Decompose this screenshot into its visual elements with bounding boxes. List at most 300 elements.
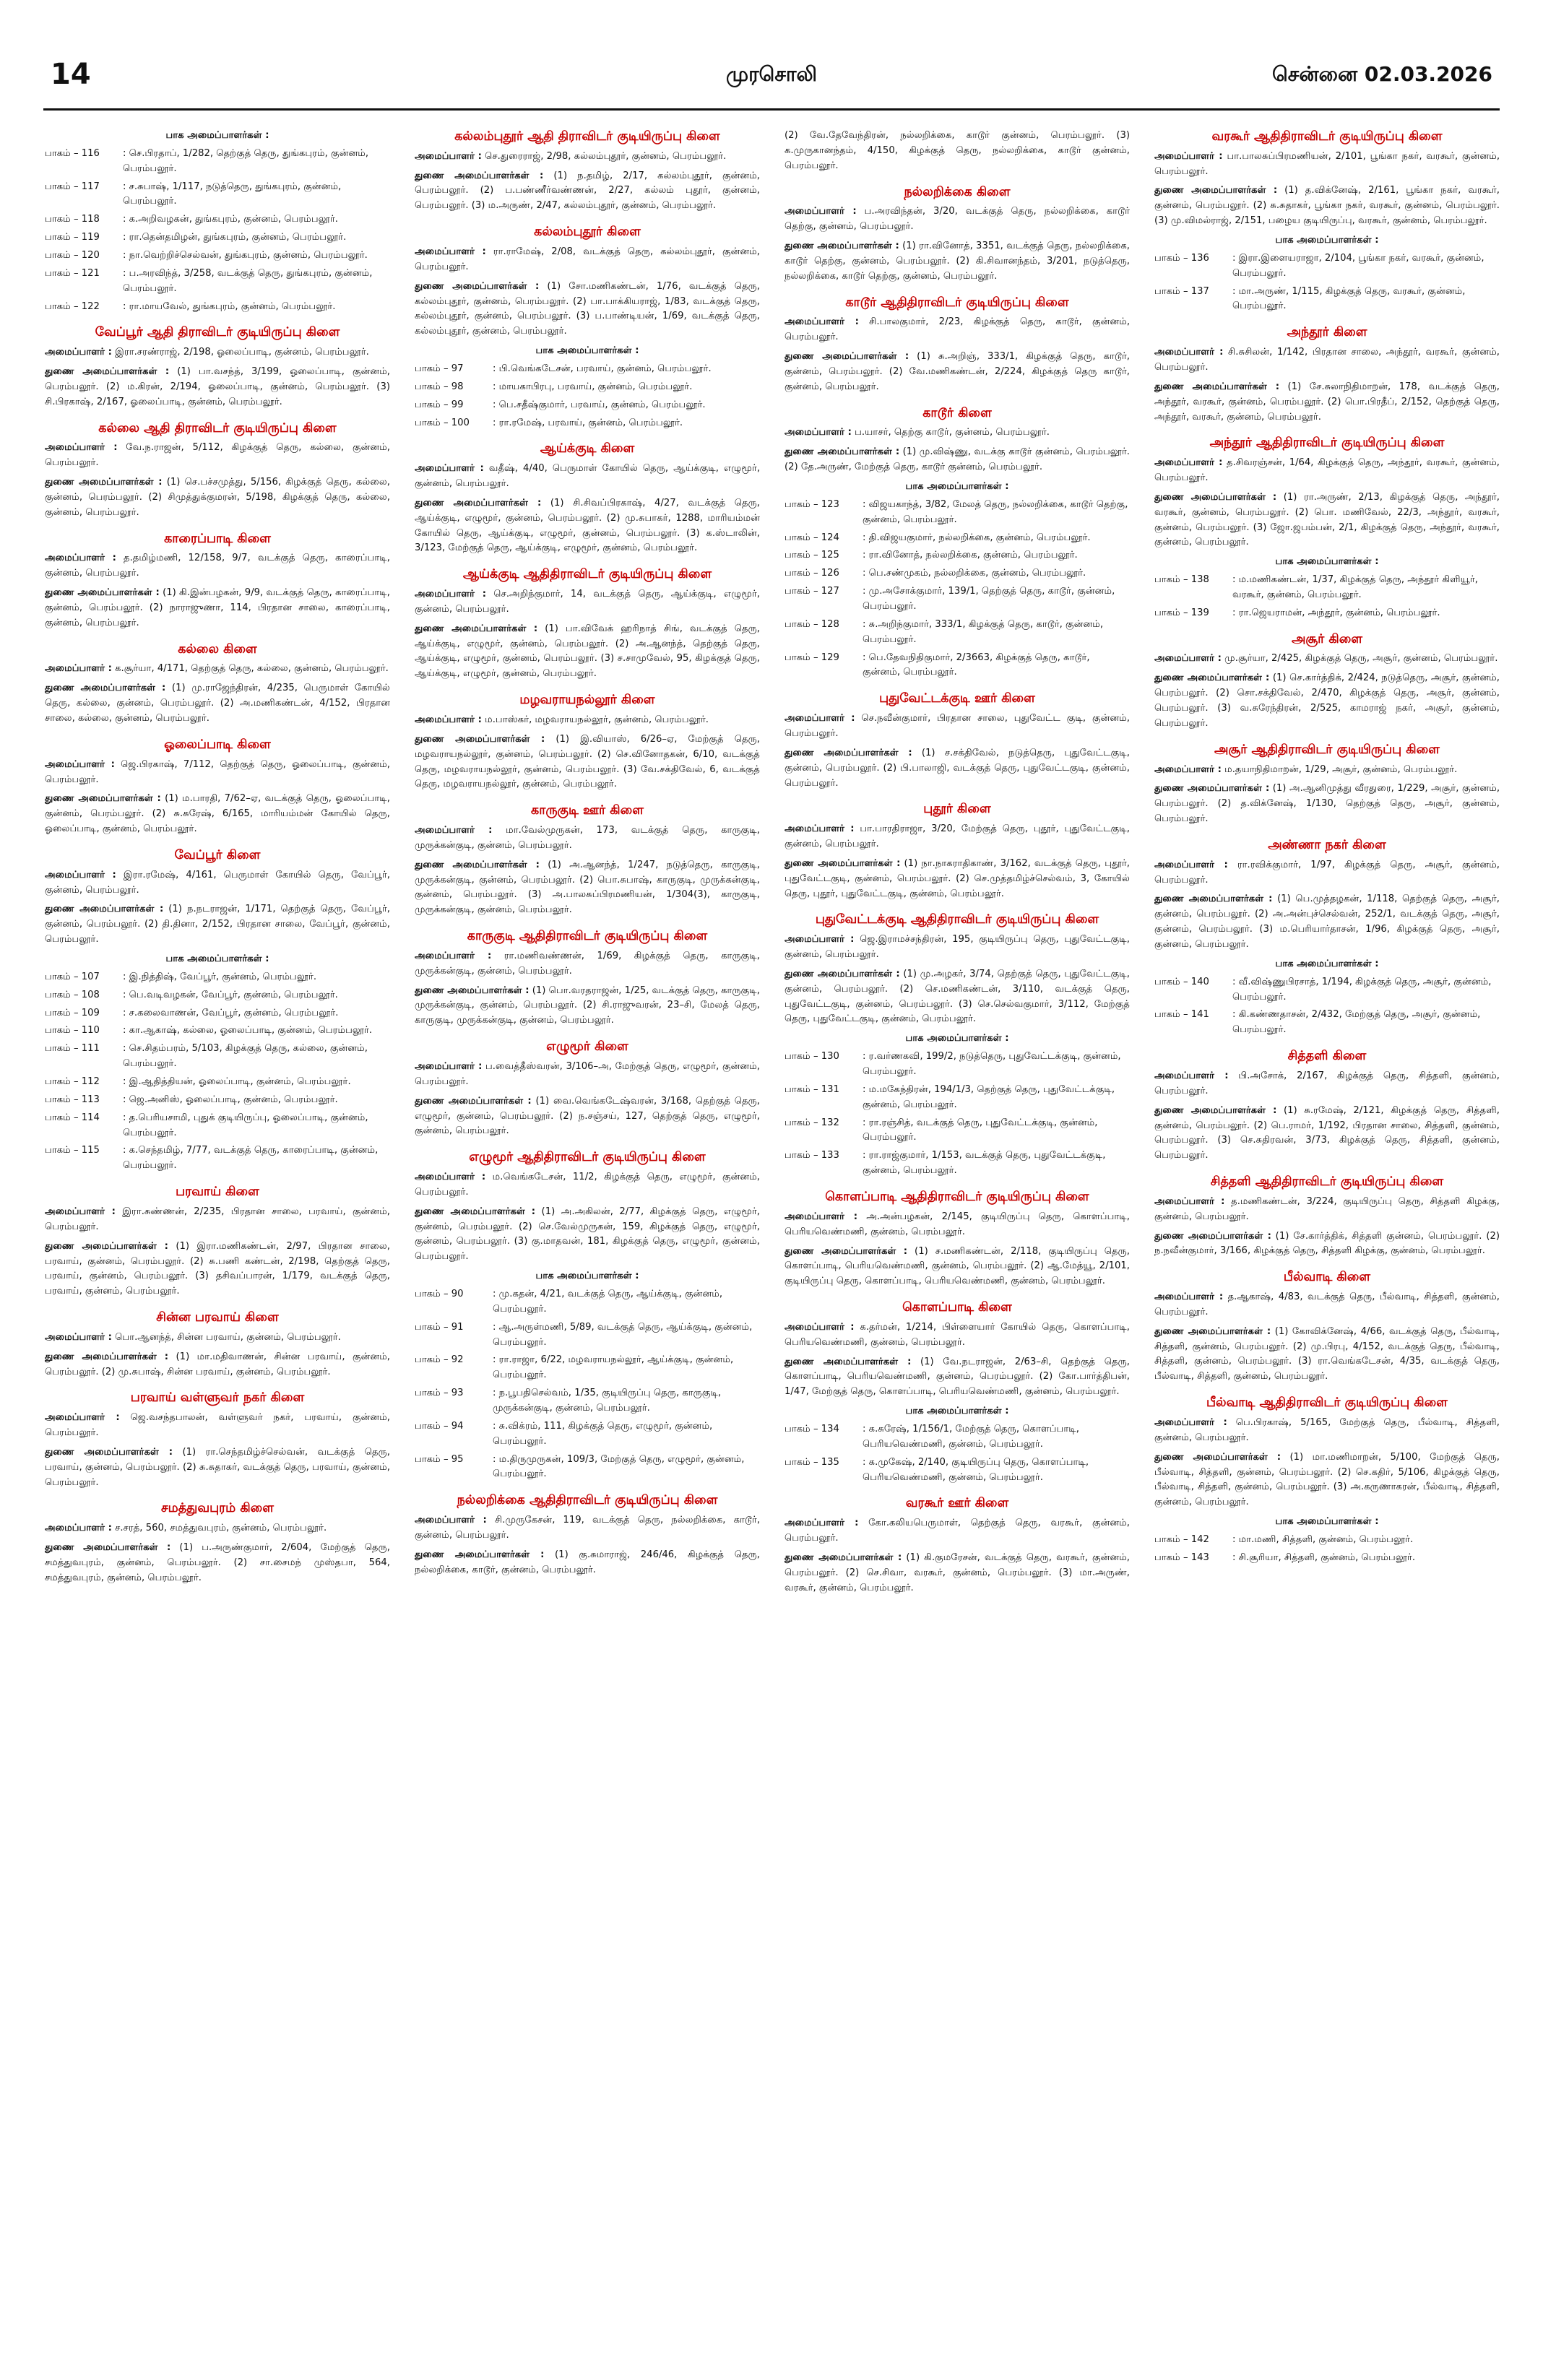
member-details: பா.பாரதிராஜா, 3/20, மேற்குத் தெரு, புதூர், புதுவேட்டகுடி, குன்னம், பெரம்பலூர். — [785, 823, 1130, 849]
member-details: பெ.பிரகாஷ், 5/165, மேற்குத் தெரு, பீல்வாடி, சித்தளி, குன்னம், பெரம்பலூர். — [1154, 1416, 1500, 1443]
member-paragraph — [415, 1548, 760, 1578]
branch-section — [785, 1299, 1130, 1485]
member-paragraph — [785, 1355, 1130, 1401]
branch-title: பரவாய் வள்ளுவர் நகர் கிளை — [130, 1390, 305, 1406]
role-label: துணை அமைப்பாளர்கள் : — [1154, 1451, 1281, 1463]
member-details: (1) கு.சுமாராஜ், 246/46, கிழக்குத் தெரு, நல்லறிக்கை, காடூர், குன்னம், பெரம்பலூர். — [415, 1549, 760, 1575]
member-paragraph — [415, 823, 760, 854]
role-label: துணை அமைப்பாளர்கள் : — [1154, 185, 1278, 196]
member-details: பி.அசோக், 2/167, கிழக்குத் தெரு, சித்தளி, குன்னம், பெரம்பலூர். — [1154, 1070, 1500, 1096]
branch-section — [45, 129, 390, 314]
booth-member: : விஜயகாந்த், 3/82, மேலத் தெரு, நல்லறிக்கை, காடூர் தெற்கு, குன்னம், பெரம்பலூர். — [863, 498, 1128, 525]
member-paragraph — [785, 1551, 1130, 1596]
member-paragraph — [415, 713, 760, 728]
member-details: (1) ந.நடராஜன், 1/171, தெற்குத் தெரு, வேப்பூர், குன்னம், பெரம்பலூர். (2) தி.தினா, 2/152, பிரதான சாலை, வேப்பூர், குன்னம், பெரம்பலூர். — [45, 904, 390, 945]
booth-member: : ரா.வினோத், நல்லறிக்கை, குன்னம், பெரம்பலூர். — [863, 550, 1078, 561]
booth-number: பாகம் – 108 — [45, 989, 100, 1000]
role-label: அமைப்பாளர் : — [785, 1321, 855, 1333]
member-paragraph — [1154, 183, 1500, 229]
member-details: ரா.மணிவண்ணன், 1/69, கிழக்குத் தெரு, காருகுடி, முருக்கன்குடி, குன்னம், பெரம்பலூர். — [415, 950, 760, 977]
member-paragraph — [415, 984, 760, 1029]
role-label: அமைப்பாளர் : — [45, 758, 115, 770]
booth-member: : ரா.ராஜா, 6/22, மழவராயநல்லூர், ஆய்க்குடி, குன்னம், பெரம்பலூர். — [493, 1354, 734, 1381]
member-paragraph — [45, 1411, 390, 1441]
member-paragraph — [785, 746, 1130, 792]
branch-section — [415, 566, 760, 682]
booth-number: பாகம் – 120 — [45, 250, 100, 261]
member-details: ம.தயாநிதிமாறன், 1/29, அசூர், குன்னம், பெரம்பலூர். — [1221, 763, 1458, 775]
booth-entry — [1154, 1533, 1500, 1548]
branch-title: நல்லறிக்கை கிளை — [904, 184, 1011, 199]
member-paragraph — [785, 204, 1130, 235]
member-paragraph — [785, 239, 1130, 285]
role-label: அமைப்பாளர் : — [785, 713, 855, 724]
booth-entry — [785, 1116, 1130, 1146]
branch-title: சின்ன பரவாய் கிளை — [156, 1310, 279, 1325]
booth-number: பாகம் – 95 — [415, 1453, 464, 1465]
booth-member: : செ.பிரதாப், 1/282, தெற்குத் தெரு, துங்கபுரம், குன்னம், பெரம்பலூர். — [123, 147, 369, 174]
booth-number: பாகம் – 134 — [785, 1424, 839, 1435]
role-label: துணை அமைப்பாளர்கள் : — [415, 1549, 545, 1560]
role-label: துணை அமைப்பாளர்கள் : — [45, 1446, 173, 1458]
branch-section — [785, 1189, 1130, 1289]
booth-entry — [45, 1006, 390, 1021]
branch-title: சமத்துவபுரம் கிளை — [160, 1501, 275, 1516]
member-details: (1) பா.விவேக் ஹரிநாத் சிங், வடக்குத் தெரு, ஆய்க்குடி, எழுமூர், குன்னம், பெரம்பலூர். (2) அ.ஆனந்த், தெற்குத் தெரு, ஆய்க்குடி, எழுமூர், குன்னம், பெரம்பலூர். (3) ச.சாமுவேல், 95, கிழக்குத் தெரு, ஆய்க்குடி, எழுமூர், குன்னம், பெரம்பலூர். — [415, 623, 760, 680]
branch-section — [415, 1149, 760, 1482]
role-label: துணை அமைப்பாளர்கள் : — [785, 747, 912, 758]
booth-number: பாகம் – 138 — [1154, 574, 1209, 586]
member-details: (1) மு.ராஜேந்திரன், 4/235, பெருமாள் கோயில் தெரு, கல்லை, குன்னம், பெரம்பலூர். (2) அ.மணிகண்டன், 4/152, பிரதான சாலை, கல்லை, குன்னம், பெரம்பலூர். — [45, 683, 390, 724]
role-label: அமைப்பாளர் : — [785, 206, 857, 217]
branch-title: கொளப்பாடி கிளை — [902, 1300, 1012, 1315]
booth-member: : பெ.வடிவழகன், வேப்பூர், குன்னம், பெரம்பலூர். — [123, 989, 338, 1000]
member-paragraph — [45, 441, 390, 471]
role-label: துணை அமைப்பாளர்கள் : — [785, 351, 909, 363]
booth-number: பாகம் – 126 — [785, 568, 839, 579]
member-paragraph — [785, 315, 1130, 345]
column-3 — [785, 121, 1130, 2368]
branch-title: அசூர் ஆதிதிராவிடர் குடியிருப்பு கிளை — [1214, 742, 1440, 757]
branch-title: சித்தளி கிளை — [1287, 1049, 1367, 1064]
booth-entry — [415, 1353, 760, 1383]
booth-entry — [1154, 606, 1500, 621]
booth-entry — [1154, 975, 1500, 1005]
branch-section — [415, 1039, 760, 1139]
member-details: பா.பாலசுப்பிரமணியன், 2/101, பூங்கா நகர், வரகூர், குன்னம், பெரம்பலூர். — [1154, 150, 1500, 177]
booth-list-heading: பாக அமைப்பாளர்கள் : — [1275, 1516, 1379, 1528]
member-details: ச.சரத், 560, சமத்துவபுரம், குன்னம், பெரம்பலூர். — [111, 1523, 327, 1534]
booth-entry — [415, 398, 760, 413]
member-paragraph — [1154, 150, 1500, 180]
booth-member: : சி.சூரியா, சித்தளி, குன்னம், பெரம்பலூர். — [1232, 1552, 1416, 1563]
booth-number: பாகம் – 90 — [415, 1289, 464, 1300]
member-details: (1) பொ.வரதராஜன், 1/25, வடக்குத் தெரு, காருகுடி, முருக்கன்குடி, குன்னம், பெரம்பலூர். (2) சி.ராஜுவரன், 23–சி, மேலத் தெரு, காருகுடி, முருக்கன்குடி, குன்னம், பெரம்பலூர். — [415, 985, 760, 1026]
member-details: (1) ச.சக்திவேல், நடுத்தெரு, புதுவேட்டகுடி, குன்னம், பெரம்பலூர். (2) பி.பாலாஜி, வடக்குத் தெரு, புதுவேட்டகுடி, குன்னம், பெரம்பலூர். — [785, 747, 1130, 789]
booth-entry — [415, 1287, 760, 1317]
booth-number: பாகம் – 132 — [785, 1117, 839, 1128]
booth-entry — [415, 1320, 760, 1351]
booth-entry — [785, 1050, 1130, 1080]
member-paragraph — [415, 949, 760, 979]
booth-member: : ச.சுபாஷ், 1/117, நடுத்தெரு, துங்கபுரம், குன்னம், பெரம்பலூர். — [123, 181, 342, 207]
booth-number: பாகம் – 111 — [45, 1043, 100, 1055]
booth-member: : ம.மகேந்திரன், 194/1/3, தெற்குத் தெரு, புதுவேட்டக்குடி, குன்னம், பெரம்பலூர். — [863, 1083, 1115, 1110]
member-details: (1) மு.விஷ்ணு, வடக்கு காடூர் குன்னம், பெரம்பலூர். (2) தே.அருண், மேற்குத் தெரு, காடூர் குன்னம், பெரம்பலூர். — [785, 446, 1130, 473]
booth-member: : ரா.மாயவேல், துங்கபுரம், குன்னம், பெரம்பலூர். — [123, 300, 336, 312]
booth-member: : த.பெரியசாமி, புதுக் குடியிருப்பு, ஓலைப்பாடி, குன்னம், பெரம்பலூர். — [123, 1112, 368, 1138]
masthead — [43, 58, 1500, 101]
booth-member: : சு.அறிந்குமார், 333/1, கிழக்குத் தெரு, காடூர், குன்னம், பெரம்பலூர். — [863, 618, 1104, 645]
member-details: இரா.ரமேஷ், 4/161, பெருமாள் கோயில் தெரு, வேப்பூர், குன்னம், பெரம்பலூர். — [45, 869, 390, 896]
booth-number: பாகம் – 128 — [785, 618, 839, 630]
role-label: அமைப்பாளர் : — [785, 316, 859, 328]
branch-title: கல்லை ஆதி திராவிடர் குடியிருப்பு கிளை — [98, 420, 337, 436]
role-label: அமைப்பாளர் : — [45, 1523, 112, 1534]
header-rule — [43, 108, 1500, 111]
booth-member: : இரா.இளையராஜா, 2/104, பூங்கா நகர், வரகூர், குன்னம், பெரம்பலூர். — [1232, 252, 1484, 279]
member-details: அ.அன்பழகன், 2/145, குடியிருப்பு தெரு, கொளப்பாடி, பெரியவெண்மணி, குன்னம், பெரம்பலூர். — [785, 1211, 1130, 1237]
booth-entry — [45, 147, 390, 177]
member-paragraph — [45, 868, 390, 899]
member-paragraph — [785, 932, 1130, 963]
booth-entry — [45, 248, 390, 264]
booth-entry — [415, 380, 760, 395]
member-paragraph — [45, 792, 390, 837]
member-details: கோ.கலியபெருமாள், தெற்குத் தெரு, வரகூர், குன்னம், பெரம்பலூர். — [785, 1518, 1130, 1544]
booth-member: : சு.விக்ரம், 111, கிழக்குத் தெரு, எழுமூர், குன்னம், பெரம்பலூர். — [493, 1420, 713, 1447]
role-label: அமைப்பாளர் : — [1154, 1291, 1224, 1303]
booth-entry — [45, 267, 390, 297]
booth-member: : இ.நித்திஷ், வேப்பூர், குன்னம், பெரம்பலூர். — [123, 971, 317, 982]
member-details: ஜெ.வசந்தபாலன், வள்ளுவர் நகர், பரவாய், குன்னம், பெரம்பலூர். — [45, 1412, 390, 1439]
booth-list-heading: பாக அமைப்பாளர்கள் : — [1275, 556, 1379, 568]
booth-member: : ரா.ராஜ்குமார், 1/153, வடக்குத் தெரு, புதுவேட்டக்குடி, குன்னம், பெரம்பலூர். — [863, 1150, 1106, 1177]
booth-entry — [785, 1083, 1130, 1113]
member-details: சி.சுசிலன், 1/142, பிரதான சாலை, அந்தூர், வரகூர், குன்னம், பெரம்பலூர். — [1154, 347, 1500, 373]
member-paragraph — [1154, 1450, 1500, 1510]
member-paragraph — [45, 1330, 390, 1346]
role-label: துணை அமைப்பாளர்கள் : — [45, 1542, 171, 1554]
role-label: துணை அமைப்பாளர்கள் : — [415, 1095, 532, 1107]
booth-number: பாகம் – 91 — [415, 1321, 464, 1333]
member-details: ப.யாசர், தெற்கு காடூர், குன்னம், பெரம்பலூர். — [851, 427, 1050, 438]
booth-entry — [45, 1075, 390, 1090]
branch-section — [785, 184, 1130, 285]
member-details: ம.வெங்கடேசன், 11/2, கிழக்குத் தெரு, எழுமூர், குன்னம், பெரம்பலூர். — [415, 1172, 760, 1198]
booth-member: : ம.திருமுருகன், 109/3, மேற்குத் தெரு, எழுமூர், குன்னம், பெரம்பலூர். — [493, 1453, 745, 1480]
member-details: த.சிவரஞ்சன், 1/64, கிழக்குத் தெரு, அந்தூர், வரகூர், குன்னம், பெரம்பலூர். — [1154, 457, 1500, 483]
member-paragraph — [785, 822, 1130, 852]
member-details: (1) ம.பாரதி, 7/62–ஏ, வடக்குத் தெரு, ஓலைப்பாடி, குன்னம், பெரம்பலூர். (2) சு.சுரேஷ், 6/165, மாரியம்மன் கோயில் தெரு, ஓலைப்பாடி, குன்னம், பெரம்பலூர். — [45, 793, 390, 835]
role-label: அமைப்பாளர் : — [415, 825, 493, 836]
booth-entry — [1154, 1008, 1500, 1038]
member-paragraph — [1154, 380, 1500, 425]
role-label: அமைப்பாளர் : — [785, 823, 855, 835]
branch-section — [785, 912, 1130, 1179]
branch-section — [1154, 1395, 1500, 1565]
member-details: (1) சே.கார்த்திக், சித்தளி குன்னம், பெரம்பலூர். (2) ந.நவீன்குமார், 3/166, கிழக்குத் தெரு, சித்தளி கிழக்கு, குன்னம், பெரம்பலூர். — [1154, 1230, 1500, 1257]
member-details: (1) ரா.அருண், 2/13, கிழக்குத் தெரு, அந்தூர், வரகூர், குன்னம், பெரம்பலூர். (2) பொ. மணிவேல், 22/3, அந்தூர், வரகூர், குன்னம், பெரம்பலூர். (3) ஜோ.ஜபம்பன், 2/1, கிழக்குத் தெரு, அந்தூர், வரகூர், குன்னம், பெரம்பலூர். — [1154, 491, 1500, 548]
role-label: துணை அமைப்பாளர்கள் : — [45, 793, 161, 805]
booth-number: பாகம் – 100 — [415, 417, 470, 428]
booth-entry — [785, 531, 1130, 546]
booth-member: : இ.ஆதித்தியன், ஓலைப்பாடி, குன்னம், பெரம்பலூர். — [123, 1076, 351, 1088]
role-label: துணை அமைப்பாளர்கள் : — [415, 985, 530, 996]
booth-entry — [415, 1419, 760, 1450]
booth-number: பாகம் – 133 — [785, 1150, 839, 1161]
branch-section — [1154, 435, 1500, 620]
branch-title: ஓலைப்பாடி கிளை — [164, 737, 271, 752]
role-label: துணை அமைப்பாளர்கள் : — [45, 904, 164, 915]
branch-title: கல்லம்புதூர் கிளை — [534, 225, 641, 240]
member-paragraph — [1154, 345, 1500, 376]
branch-title: காருகுடி ஊர் கிளை — [531, 803, 644, 818]
branch-section — [785, 691, 1130, 791]
member-paragraph — [1154, 1195, 1500, 1225]
member-details: (1) இ.வியாஸ், 6/26–ஏ, மேற்குத் தெரு, மழவராயநல்லூர், குன்னம், பெரம்பலூர். (2) செ.வினோதகன், 6/10, வடக்குத் தெரு, மழவராயநல்லூர், குன்னம், பெரம்பலூர். (3) வே.சக்திவேல், 6, வடக்குத் தெரு, மழவராயநல்லூர், குன்னம், பெரம்பலூர். — [415, 733, 760, 790]
member-paragraph — [785, 857, 1130, 902]
edition-date: சென்னை 02.03.2026 — [1272, 62, 1492, 86]
member-paragraph — [45, 1239, 390, 1299]
booth-member: : க.சுரேஷ், 1/156/1, மேற்குத் தெரு, கொளப்பாடி, பெரியவெண்மணி, குன்னம், பெரம்பலூர். — [863, 1424, 1079, 1450]
role-label: துணை அமைப்பாளர்கள் : — [785, 446, 900, 458]
member-paragraph — [45, 681, 390, 727]
booth-list-heading: பாக அமைப்பாளர்கள் : — [905, 1406, 1009, 1417]
member-details: ப.அரவிந்தன், 3/20, வடக்குத் தெரு, நல்லறிக்கை, காடூர் தெற்கு, குன்னம், பெரம்பலூர். — [785, 206, 1130, 233]
branch-section — [415, 928, 760, 1029]
role-label: அமைப்பாளர் : — [1154, 653, 1222, 665]
member-paragraph — [415, 280, 760, 339]
branch-section — [785, 129, 1130, 174]
role-label: அமைப்பாளர் : — [45, 442, 118, 454]
role-label: அமைப்பாளர் : — [1154, 347, 1224, 358]
column-2 — [415, 121, 760, 2368]
newspaper-name: முரசொலி — [726, 62, 817, 86]
booth-list-heading: பாக அமைப்பாளர்கள் : — [905, 481, 1009, 492]
booth-entry — [45, 970, 390, 985]
branch-section — [1154, 1048, 1500, 1164]
member-paragraph — [785, 711, 1130, 742]
role-label: அமைப்பாளர் : — [415, 950, 492, 961]
branch-title: எழுமூர் ஆதிதிராவிடர் குடியிருப்பு கிளை — [469, 1150, 706, 1165]
member-details: (1) ரா.வினோத், 3351, வடக்குத் தெரு, நல்லறிக்கை, காடூர் தெற்கு, குன்னம், பெரம்பலூர். (2) கி.சிவானந்தம், 3/201, நடுத்தெரு, நல்லறிக்கை, காடூர் தெற்கு, குன்னம், பெரம்பலூர். — [785, 241, 1130, 282]
member-details: (1) சி.சிவப்பிரகாஷ், 4/27, வடக்குத் தெரு, ஆய்க்குடி, எழுமூர், குன்னம், பெரம்பலூர். (2) மு.சுபாகர், 1288, மாரியம்மன் கோயில் தெரு, ஆய்க்குடி, எழுமூர், குன்னம், பெரம்பலூர். (3) க.ஸ்டாலின், 3/123, மேற்குத் தெரு, ஆய்க்குடி, எழுமூர், குன்னம், பெரம்பலூர். — [415, 497, 760, 554]
member-details: ரா.ராமேஷ், 2/08, வடக்குத் தெரு, கல்லம்புதூர், குன்னம், பெரம்பலூர். — [415, 246, 760, 272]
member-details: செ.நவீன்குமார், பிரதான சாலை, புதுவேட்ட குடி, குன்னம், பெரம்பலூர். — [785, 713, 1130, 739]
booth-number: பாகம் – 130 — [785, 1051, 839, 1063]
page-number: 14 — [51, 58, 91, 91]
role-label: துணை அமைப்பாளர்கள் : — [1154, 672, 1270, 684]
role-label: துணை அமைப்பாளர்கள் : — [415, 497, 542, 509]
member-paragraph — [415, 245, 760, 275]
booth-entry — [415, 1453, 760, 1483]
role-label: அமைப்பாளர் : — [45, 1412, 120, 1424]
booth-number: பாகம் – 94 — [415, 1420, 464, 1432]
branch-section — [415, 224, 760, 430]
branch-title: கொளப்பாடி ஆதிதிராவிடர் குடியிருப்பு கிளை — [825, 1190, 1089, 1205]
member-details: (1) சே.சுலாநிதிமாறன், 178, வடக்குத் தெரு, அந்தூர், வரகூர், குன்னம், பெரம்பலூர். (2) பொ.பிரதீப், 2/152, தெற்குத் தெரு, அந்தூர், வரகூர், குன்னம், பெரம்பலூர். — [1154, 381, 1500, 423]
role-label: அமைப்பாளர் : — [1154, 1416, 1227, 1428]
member-paragraph — [45, 1445, 390, 1491]
booth-member: : மாயகாபிரபு, பரவாய், குன்னம், பெரம்பலூர். — [493, 381, 693, 392]
branch-section — [1154, 742, 1500, 827]
role-label: துணை அமைப்பாளர்கள் : — [45, 477, 163, 488]
booth-number: பாகம் – 118 — [45, 214, 100, 225]
branch-section — [45, 737, 390, 837]
member-paragraph — [415, 587, 760, 618]
branch-title: பீல்வாடி ஆதிதிராவிடர் குடியிருப்பு கிளை — [1206, 1395, 1448, 1411]
member-paragraph — [45, 1205, 390, 1235]
booth-number: பாகம் – 125 — [785, 550, 839, 561]
booth-list-heading: பாக அமைப்பாளர்கள் : — [165, 953, 269, 965]
booth-member: : ரா.ரமேஷ், பரவாய், குன்னம், பெரம்பலூர். — [493, 417, 683, 428]
booth-entry — [415, 416, 760, 431]
booth-member: : மு.அசோக்குமார், 139/1, தெற்குத் தெரு, காடூர், குன்னம், பெரம்பலூர். — [863, 586, 1115, 613]
member-details: (1) மு.அழகர், 3/74, தெற்குத் தெரு, புதுவேட்டகுடி, குன்னம், பெரம்பலூர். (2) செ.மணிகண்டன், 3/110, வடக்குத் தெரு, புதுவேட்டகுடி, குன்னம், பெரம்பலூர். (3) செ.செல்வகுமார், 3/112, மேற்குத் தெரு, புதுவேட்டகுடி, குன்னம், பெரம்பலூர். — [785, 968, 1130, 1025]
role-label: அமைப்பாளர் : — [415, 589, 487, 600]
role-label: துணை அமைப்பாளர்கள் : — [785, 968, 900, 979]
booth-number: பாகம் – 135 — [785, 1456, 839, 1468]
member-details: (1) சு.அறிஞ், 333/1, கிழக்குத் தெரு, காடூர், குன்னம், பெரம்பலூர். (2) வே.மணிகண்டன், 2/224, கிழக்குத் தெரு காடூர், குன்னம், பெரம்பலூர். — [785, 351, 1130, 392]
booth-number: பாகம் – 137 — [1154, 285, 1209, 297]
member-paragraph — [1154, 1325, 1500, 1385]
column-4 — [1154, 121, 1500, 2368]
branch-section — [415, 692, 760, 792]
member-paragraph — [415, 1060, 760, 1090]
member-details: (1) ச.மணிகண்டன், 2/118, குடியிருப்பு தெரு, கொளப்பாடி, பெரியவெண்மணி, குன்னம், பெரம்பலூர். (2) ஆ.மேத்யூ, 2/101, குடியிருப்பு தெரு, கொளப்பாடி, பெரியவெண்மணி, குன்னம், பெரம்பலூர். — [785, 1245, 1130, 1287]
member-paragraph — [1154, 456, 1500, 486]
booth-number: பாகம் – 115 — [45, 1145, 100, 1156]
branch-section — [1154, 324, 1500, 425]
booth-entry — [45, 300, 390, 315]
booth-member: : ஆ.அருள்மணி, 5/89, வடக்குத் தெரு, ஆய்க்குடி, குன்னம், பெரம்பலூர். — [493, 1321, 753, 1348]
role-label: துணை அமைப்பாளர்கள் : — [1154, 491, 1277, 503]
branch-section — [45, 641, 390, 727]
booth-member: : பெ.சண்முகம், நல்லறிக்கை, குன்னம், பெரம்பலூர். — [863, 568, 1086, 579]
role-label: அமைப்பாளர் : — [1154, 1195, 1225, 1207]
booth-number: பாகம் – 92 — [415, 1354, 464, 1366]
booth-member: : பெ.தேவநிதிகுமார், 2/3663, கிழக்குத் தெரு, காடூர், குன்னம், பெரம்பலூர். — [863, 652, 1090, 678]
member-paragraph — [1154, 892, 1500, 952]
member-paragraph — [415, 462, 760, 492]
branch-section — [415, 441, 760, 556]
branch-section — [415, 802, 760, 918]
branch-section — [785, 405, 1130, 681]
member-details: ஜெ.இராமச்சந்திரன், 195, குடியிருப்பு தெரு, புதுவேட்டகுடி, குன்னம், பெரம்பலூர். — [785, 934, 1130, 961]
branch-section — [45, 324, 390, 410]
member-details: (1) செ.பச்சமுத்து, 5/156, கிழக்குத் தெரு, கல்லை, குன்னம், பெரம்பலூர். (2) சிமுத்துக்குமரன், 5/198, கிழக்குத் தெரு, கல்லை, குன்னம், பெரம்பலூர். — [45, 477, 390, 518]
booth-member: : ரா.தென்தமிழன், துங்கபுரம், குன்னம், பெரம்பலூர். — [123, 232, 347, 243]
booth-member: : ஜெ.அனிஸ், ஓலைப்பாடி, குன்னம், பெரம்பலூர். — [123, 1094, 338, 1105]
role-label: துணை அமைப்பாளர்கள் : — [785, 1245, 908, 1257]
role-label: துணை அமைப்பாளர்கள் : — [45, 1240, 168, 1252]
role-label: அமைப்பாளர் : — [1154, 763, 1222, 775]
member-paragraph — [1154, 490, 1500, 550]
booth-number: பாகம் – 99 — [415, 399, 464, 410]
branch-section — [45, 1500, 390, 1585]
branch-title: காடூர் ஆதிதிராவிடர் குடியிருப்பு கிளை — [845, 295, 1069, 310]
booth-member: : தி.விஜயகுமார், நல்லறிக்கை, குன்னம், பெரம்பலூர். — [863, 532, 1091, 543]
booth-entry — [785, 651, 1130, 681]
member-details: சி.பாலகுமார், 2/23, கிழக்குத் தெரு, காடூர், குன்னம், பெரம்பலூர். — [785, 316, 1130, 343]
role-label: அமைப்பாளர் : — [45, 1206, 116, 1217]
branch-section — [415, 1492, 760, 1578]
member-details: (1) வே.நடராஜன், 2/63–சி, தெற்குத் தெரு, கொளப்பாடி, பெரியவெண்மணி, குன்னம், பெரம்பலூர். (2) கோ.பார்த்திபன், 1/47, மேற்குத் தெரு, கொளப்பாடி, பெரியவெண்மணி, குன்னம், பெரம்பலூர். — [785, 1356, 1130, 1398]
role-label: துணை அமைப்பாளர்கள் : — [785, 241, 899, 252]
booth-entry — [45, 230, 390, 246]
member-paragraph — [785, 1210, 1130, 1240]
member-paragraph — [415, 1094, 760, 1140]
branch-title: அந்தூர் கிளை — [1287, 325, 1367, 340]
role-label: துணை அமைப்பாளர்கள் : — [45, 683, 166, 694]
booth-list-heading: பாக அமைப்பாளர்கள் : — [1275, 958, 1379, 969]
booth-entry — [415, 362, 760, 377]
branch-title: புதூர் கிளை — [923, 802, 991, 817]
member-paragraph — [785, 445, 1130, 475]
booth-member: : ரா.ஜெயராமன், அந்தூர், குன்னம், பெரம்பலூர். — [1232, 607, 1440, 618]
member-paragraph — [45, 758, 390, 788]
role-label: துணை அமைப்பாளர்கள் : — [785, 1552, 902, 1563]
member-details: ப.வைத்தீஸ்வரன், 3/106–அ, மேற்குத் தெரு, எழுமூர், குன்னம், பெரம்பலூர். — [415, 1060, 760, 1087]
role-label: அமைப்பாளர் : — [45, 1331, 112, 1343]
role-label: துணை அமைப்பாளர்கள் : — [1154, 1230, 1271, 1242]
booth-number: பாகம் – 139 — [1154, 607, 1209, 618]
branch-section — [1154, 1174, 1500, 1259]
member-details: ஜெ.பிரகாஷ், 7/112, தெற்குத் தெரு, ஓலைப்பாடி, குன்னம், பெரம்பலூர். — [45, 758, 390, 785]
member-paragraph — [45, 1350, 390, 1380]
member-details: வே.ந.ராஜன், 5/112, கிழக்குத் தெரு, கல்லை, குன்னம், பெரம்பலூர். — [45, 442, 390, 469]
branch-section — [45, 531, 390, 631]
member-paragraph — [45, 345, 390, 360]
branch-title: வேப்பூர் ஆதி திராவிடர் குடியிருப்பு கிளை — [95, 325, 340, 340]
branch-section — [45, 1184, 390, 1299]
booth-entry — [785, 584, 1130, 615]
booth-member: : ப.அரவிந்த், 3/258, வடக்குத் தெரு, துங்கபுரம், குன்னம், பெரம்பலூர். — [123, 267, 373, 294]
member-paragraph — [1154, 1416, 1500, 1446]
booth-member: : க.முகேஷ், 2/140, குடியிருப்பு தெரு, கொளப்பாடி, பெரியவெண்மணி, குன்னம், பெரம்பலூர். — [863, 1456, 1089, 1483]
member-paragraph — [785, 350, 1130, 395]
role-label: துணை அமைப்பாளர்கள் : — [1154, 381, 1280, 392]
branch-section — [415, 129, 760, 214]
member-details: சி.முருகேசன், 119, வடக்குத் தெரு, நல்லறிக்கை, காடூர், குன்னம், பெரம்பலூர். — [415, 1515, 760, 1541]
member-details: (1) கோவிக்னேஷ், 4/66, வடக்குத் தெரு, பீல்வாடி, சித்தளி, குன்னம், பெரம்பலூர். (2) மு.பிரபு, 4/152, வடக்குத் தெரு, பீல்வாடி, சித்தளி, குன்னம், பெரம்பலூர். (3) ரா.வெங்கடேசன், 4/35, வடக்குத் தெரு, பீல்வாடி, சித்தளி, குன்னம், பெரம்பலூர். — [1154, 1325, 1500, 1382]
booth-list-heading: பாக அமைப்பாளர்கள் : — [165, 130, 269, 141]
member-details: செ.அறிந்குமார், 14, வடக்குத் தெரு, ஆய்க்குடி, எழுமூர், குன்னம், பெரம்பலூர். — [415, 589, 760, 615]
member-paragraph — [45, 1521, 390, 1536]
booth-entry — [785, 498, 1130, 528]
member-paragraph — [785, 1516, 1130, 1546]
member-paragraph — [45, 475, 390, 521]
role-label: அமைப்பாளர் : — [415, 1515, 487, 1526]
booth-number: பாகம் – 127 — [785, 586, 839, 597]
booth-entry — [45, 1093, 390, 1108]
member-details: செ.துரைராஜ், 2/98, கல்லம்புதூர், குன்னம், பெரம்பலூர். — [481, 150, 727, 162]
booth-entry — [785, 1455, 1130, 1486]
member-details: (1) மா.மதிவாணன், சின்ன பரவாய், குன்னம், பெரம்பலூர். (2) மு.சுபாஷ், சின்ன பரவாய், குன்னம், பெரம்பலூர். — [45, 1351, 390, 1377]
branch-section — [1154, 837, 1500, 1038]
member-details: (1) ந.தமிழ், 2/17, கல்லம்புதூர், குன்னம், பெரம்பலூர். (2) ப.பண்ணீர்வண்ணன், 2/27, கல்லம் புதூர், குன்னம், பெரம்பலூர். (3) ம.அருண், 2/47, கல்லம்புதூர், குன்னம், பெரம்பலூர். — [415, 170, 760, 212]
member-details: த.மணிகண்டன், 3/224, குடியிருப்பு தெரு, சித்தளி கிழக்கு, குன்னம், பெரம்பலூர். — [1154, 1195, 1500, 1222]
role-label: அமைப்பாளர் : — [415, 246, 486, 257]
booth-list-heading: பாக அமைப்பாளர்கள் : — [905, 1033, 1009, 1044]
role-label: துணை அமைப்பாளர்கள் : — [45, 587, 160, 599]
booth-entry — [1154, 1551, 1500, 1566]
booth-member: : ர.வர்ணகவி, 199/2, நடுத்தெரு, புதுவேட்டக்குடி, குன்னம், பெரம்பலூர். — [863, 1051, 1121, 1078]
member-paragraph — [45, 662, 390, 677]
member-details: (1) கி.குமரேசன், வடக்குத் தெரு, வரகூர், குன்னம், பெரம்பலூர். (2) செ.சிவா, வரகூர், குன்னம், பெரம்பலூர். (3) மா.அருண், வரகூர், குன்னம், பெரம்பலூர். — [785, 1552, 1130, 1593]
member-paragraph — [45, 1541, 390, 1586]
